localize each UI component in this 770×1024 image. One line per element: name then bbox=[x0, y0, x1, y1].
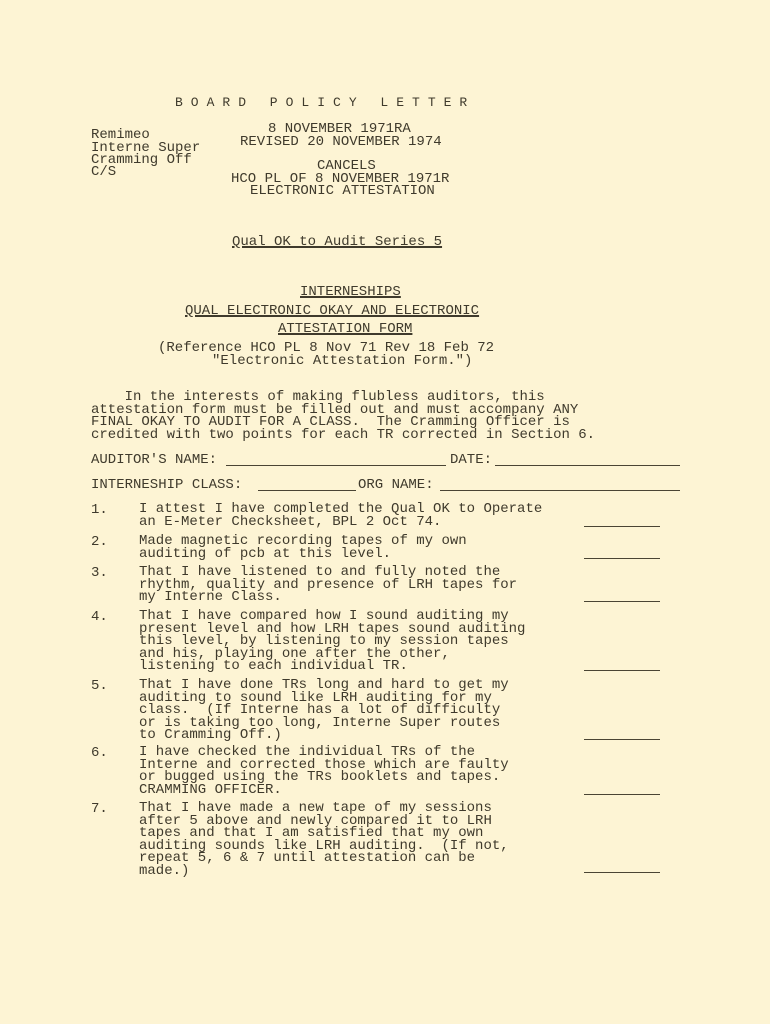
internship-class-label: INTERNESHIP CLASS: bbox=[91, 477, 243, 493]
auditor-name-label: AUDITOR'S NAME: bbox=[91, 452, 218, 468]
initial-blank[interactable] bbox=[584, 526, 660, 527]
item-text: I attest I have completed the Qual OK to Operate an E-Meter Checksheet, BPL 2 Oct 74. bbox=[139, 501, 543, 530]
intro-line: credited with two points for each TR corrected in Section 6. bbox=[91, 427, 596, 443]
item-number: 7. bbox=[91, 801, 108, 817]
date-field[interactable] bbox=[495, 465, 680, 466]
item-text: Made magnetic recording tapes of my own auditing of pcb at this level. bbox=[139, 533, 467, 562]
heading-internships: INTERNESHIPS bbox=[300, 284, 401, 300]
item-number: 2. bbox=[91, 534, 108, 550]
initial-blank[interactable] bbox=[584, 558, 660, 559]
auditor-name-field[interactable] bbox=[226, 465, 446, 466]
cancelled-policy-title: ELECTRONIC ATTESTATION bbox=[250, 183, 435, 199]
item-text: That I have listened to and fully noted the rhythm, quality and presence of LRH tapes for my Interne Class. bbox=[139, 564, 518, 606]
reference-line-2: "Electronic Attestation Form.") bbox=[212, 353, 473, 369]
issue-date: 8 NOVEMBER 1971RA bbox=[268, 121, 411, 137]
item-number: 6. bbox=[91, 745, 108, 761]
initial-blank[interactable] bbox=[584, 670, 660, 671]
initial-blank[interactable] bbox=[584, 794, 660, 795]
intro-line: FINAL OKAY TO AUDIT FOR A CLASS. The Cramming Officer is bbox=[91, 414, 570, 430]
document-title: BOARD POLICY LETTER bbox=[175, 95, 476, 110]
item-text: I have checked the individual TRs of the Interne and corrected those which are faulty or bugged using the TRs booklets and tapes. CRAMMING OFFICER. bbox=[139, 744, 509, 798]
series-title: Qual OK to Audit Series 5 bbox=[232, 234, 443, 250]
intro-line: attestation form must be filled out and must accompany ANY bbox=[91, 402, 579, 418]
revised-date: REVISED 20 NOVEMBER 1974 bbox=[240, 134, 442, 150]
distribution-item: Interne Super bbox=[91, 140, 201, 156]
org-name-field[interactable] bbox=[440, 490, 680, 491]
item-text: That I have made a new tape of my sessions after 5 above and newly compared it to LRH tapes and that I am satisfied that my own auditing sounds like LRH auditing. (If not, repeat 5, 6 & 7 until attestation can be made.) bbox=[139, 800, 509, 879]
intro-line: In the interests of making flubless auditors, this bbox=[91, 389, 545, 405]
initial-blank[interactable] bbox=[584, 739, 660, 740]
date-label: DATE: bbox=[450, 452, 493, 468]
heading-form-title-2: ATTESTATION FORM bbox=[278, 321, 413, 337]
cancelled-policy: HCO PL OF 8 NOVEMBER 1971R bbox=[231, 171, 450, 187]
distribution-item: C/S bbox=[91, 164, 117, 180]
item-number: 4. bbox=[91, 609, 108, 625]
initial-blank[interactable] bbox=[584, 601, 660, 602]
initial-blank[interactable] bbox=[584, 872, 660, 873]
cancels-label: CANCELS bbox=[317, 158, 376, 174]
org-name-label: ORG NAME: bbox=[358, 477, 434, 493]
internship-class-field[interactable] bbox=[258, 490, 356, 491]
item-number: 5. bbox=[91, 678, 108, 694]
distribution-item: Cramming Off bbox=[91, 152, 192, 168]
item-number: 1. bbox=[91, 502, 108, 518]
reference-line: (Reference HCO PL 8 Nov 71 Rev 18 Feb 72 bbox=[158, 340, 495, 356]
item-text: That I have done TRs long and hard to get my auditing to sound like LRH auditing for my class. (If Interne has a lot of difficulty or is taking too long, Interne Super routes to Cramming Off.) bbox=[139, 677, 509, 744]
distribution-item: Remimeo bbox=[91, 127, 150, 143]
item-text: That I have compared how I sound auditing my present level and how LRH tapes sound auditing this level, by listening to my session tapes and his, playing one after the other, listening to each individual TR. bbox=[139, 608, 526, 675]
item-number: 3. bbox=[91, 565, 108, 581]
heading-form-title: QUAL ELECTRONIC OKAY AND ELECTRONIC bbox=[185, 303, 480, 319]
